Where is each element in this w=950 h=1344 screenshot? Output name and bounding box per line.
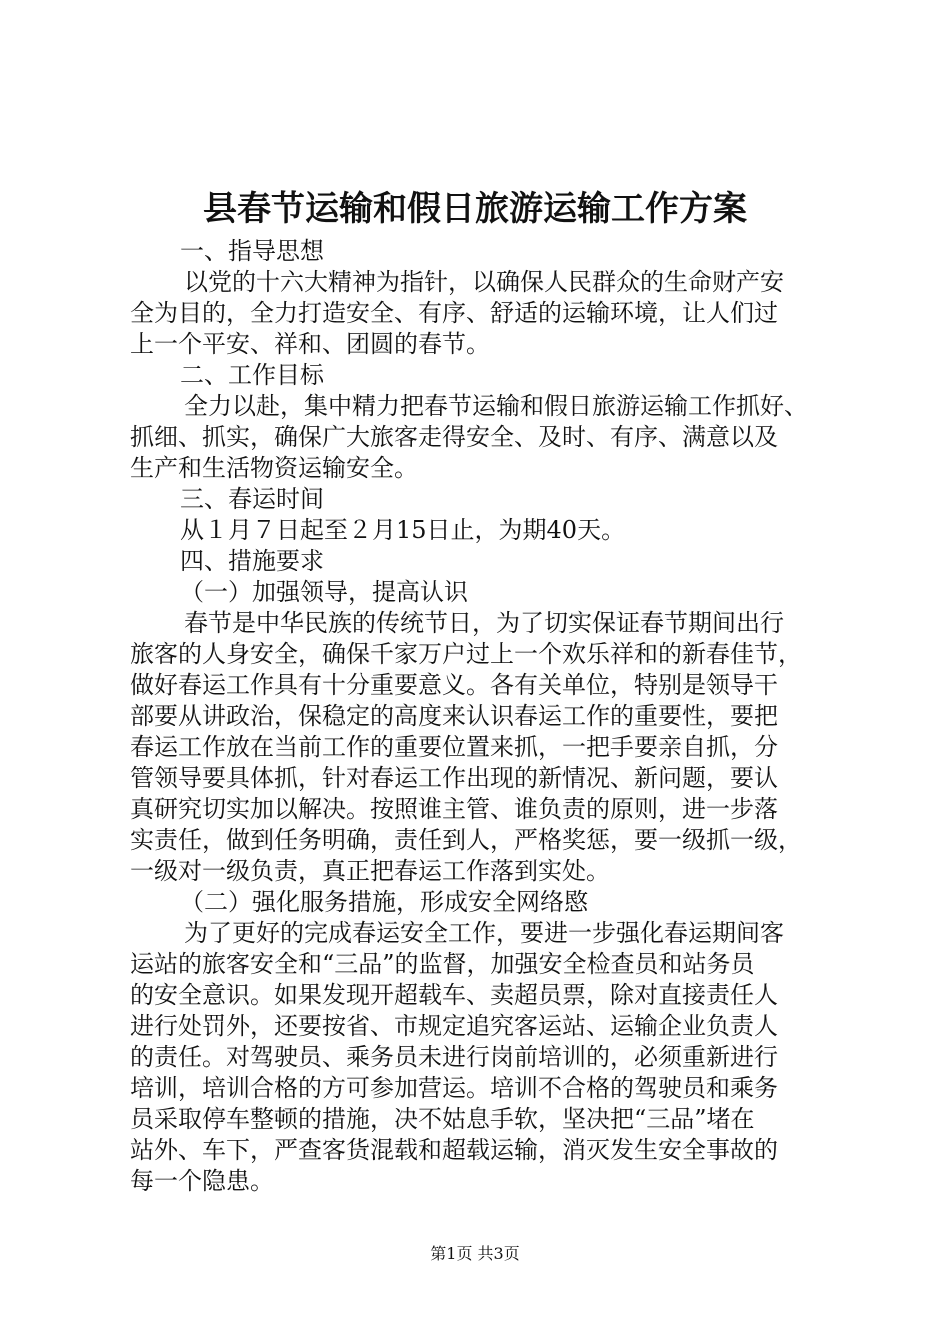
paragraph-line: 一级对一级负责，真正把春运工作落到实处。 [130, 857, 610, 885]
paragraph-line: 上一个平安、祥和、团圆的春节。 [130, 330, 490, 358]
paragraph-line: 为了更好的完成春运安全工作，要进一步强化春运期间客 [184, 919, 784, 947]
paragraph-line: 运站的旅客安全和“三品”的监督，加强安全检查员和站务员 [130, 950, 755, 978]
paragraph-line: 从１月７日起至２月15日止，为期40天。 [180, 516, 626, 544]
paragraph-line: 生产和生活物资运输安全。 [130, 454, 418, 482]
paragraph-line: 实责任，做到任务明确，责任到人，严格奖惩，要一级抓一级， [130, 826, 802, 854]
paragraph-line: 管领导要具体抓，针对春运工作出现的新情况、新问题，要认 [130, 764, 778, 792]
section-heading: 一、指导思想 [180, 237, 324, 265]
paragraph-line: 春运工作放在当前工作的重要位置来抓，一把手要亲自抓，分 [130, 733, 778, 761]
paragraph-line: 员采取停车整顿的措施，决不姑息手软，坚决把“三品”堵在 [130, 1105, 755, 1133]
page-number-footer: 第1页 共3页 [430, 1244, 520, 1263]
paragraph-line: 培训，培训合格的方可参加营运。培训不合格的驾驶员和乘务 [130, 1074, 778, 1102]
paragraph-line: 旅客的人身安全，确保千家万户过上一个欢乐祥和的新春佳节， [130, 640, 802, 668]
paragraph-line: 全为目的，全力打造安全、有序、舒适的运输环境，让人们过 [130, 299, 778, 327]
paragraph-line: 的责任。对驾驶员、乘务员未进行岗前培训的，必须重新进行 [130, 1043, 778, 1071]
section-heading: 四、措施要求 [180, 547, 324, 575]
subsection-heading: （二）强化服务措施，形成安全网络愍 [180, 888, 588, 916]
section-heading: 三、春运时间 [180, 485, 324, 513]
paragraph-line: 站外、车下，严查客货混载和超载运输，消灭发生安全事故的 [130, 1136, 778, 1164]
paragraph-line: 做好春运工作具有十分重要意义。各有关单位，特别是领导干 [130, 671, 778, 699]
paragraph-line: 抓细、抓实，确保广大旅客走得安全、及时、有序、满意以及 [130, 423, 778, 451]
subsection-heading: （一）加强领导，提高认识 [180, 578, 468, 606]
paragraph-line: 进行处罚外，还要按省、市规定追究客运站、运输企业负责人 [130, 1012, 778, 1040]
document-title: 县春节运输和假日旅游运输工作方案 [203, 189, 747, 229]
paragraph-line: 部要从讲政治，保稳定的高度来认识春运工作的重要性，要把 [130, 702, 778, 730]
paragraph-line: 的安全意识。如果发现开超载车、卖超员票，除对直接责任人 [130, 981, 778, 1009]
paragraph-line: 以党的十六大精神为指针，以确保人民群众的生命财产安 [184, 268, 784, 296]
paragraph-line: 真研究切实加以解决。按照谁主管、谁负责的原则，进一步落 [130, 795, 778, 823]
paragraph-line: 全力以赴，集中精力把春节运输和假日旅游运输工作抓好、 [184, 392, 808, 420]
document-body [130, 236, 830, 1197]
section-heading: 二、工作目标 [180, 361, 324, 389]
paragraph-line: 每一个隐患。 [130, 1167, 274, 1195]
paragraph-line: 春节是中华民族的传统节日，为了切实保证春节期间出行 [184, 609, 784, 637]
